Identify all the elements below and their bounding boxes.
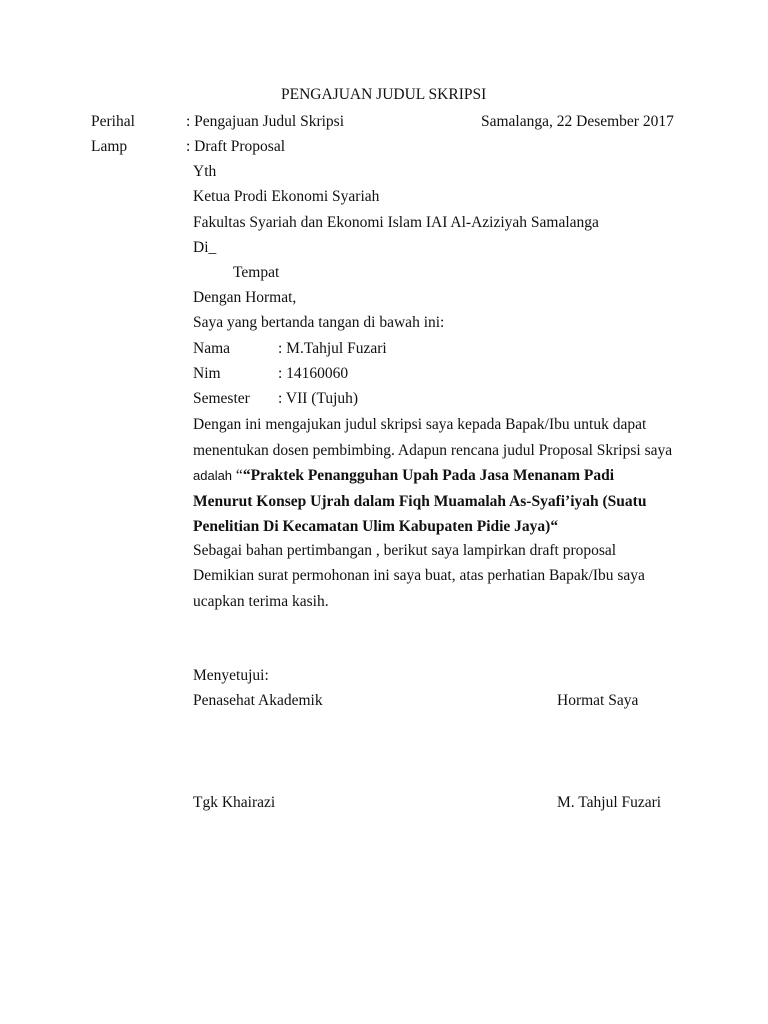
open-quote: “ bbox=[235, 467, 243, 484]
identity-value: : VII (Tujuh) bbox=[278, 390, 359, 407]
identity-label: Semester bbox=[193, 390, 250, 407]
body-line bbox=[193, 463, 674, 489]
attachment-note: Sebagai bahan pertimbangan , berikut saya lampirkan draft proposal bbox=[193, 542, 617, 559]
thesis-title-line: “Praktek Penangguhan Upah Pada Jasa Menanam Padi bbox=[242, 467, 615, 484]
body-line: Dengan ini mengajukan judul skripsi saya kepada Bapak/Ibu untuk dapat bbox=[193, 416, 647, 433]
closing-line: Demikian surat permohonan ini saya buat, atas perhatian Bapak/Ibu saya bbox=[193, 567, 645, 584]
letter-title: PENGAJUAN JUDUL SKRIPSI bbox=[281, 86, 487, 103]
identity-value: : M.Tahjul Fuzari bbox=[278, 340, 387, 357]
greeting: Dengan Hormat, bbox=[193, 289, 297, 306]
recipient-line-2: Fakultas Syariah dan Ekonomi Islam IAI Al-Aziziyah Samalanga bbox=[193, 214, 599, 231]
perihal-value: : Pengajuan Judul Skripsi bbox=[186, 113, 345, 130]
body-line: menentukan dosen pembimbing. Adapun rencana judul Proposal Skripsi saya bbox=[193, 441, 673, 459]
intro-text: Saya yang bertanda tangan di bawah ini: bbox=[193, 314, 445, 331]
sender-name: M. Tahjul Fuzari bbox=[557, 794, 662, 811]
closing-paragraph bbox=[193, 563, 674, 614]
closing-line: ucapkan terima kasih. bbox=[193, 592, 329, 610]
identity-label: Nim bbox=[193, 365, 221, 382]
identity-label: Nama bbox=[193, 340, 231, 357]
lamp-label: Lamp bbox=[91, 138, 128, 155]
advisor-role: Penasehat Akademik bbox=[193, 692, 323, 709]
identity-value: : 14160060 bbox=[278, 365, 349, 382]
place-date: Samalanga, 22 Desember 2017 bbox=[481, 113, 674, 130]
advisor-name: Tgk Khairazi bbox=[193, 794, 276, 811]
thesis-title-line: Menurut Konsep Ujrah dalam Fiqh Muamalah As-Syafi’iyah (Suatu bbox=[193, 492, 647, 510]
body-paragraph bbox=[193, 412, 674, 540]
approval-label: Menyetujui: bbox=[193, 667, 269, 684]
perihal-label: Perihal bbox=[91, 113, 135, 130]
recipient-tempat: Tempat bbox=[233, 264, 280, 281]
body-adalah: adalah bbox=[193, 468, 233, 483]
recipient-line-1: Ketua Prodi Ekonomi Syariah bbox=[193, 188, 380, 205]
sender-role: Hormat Saya bbox=[557, 692, 639, 709]
thesis-title-line: Penelitian Di Kecamatan Ulim Kabupaten Pidie Jaya)“ bbox=[193, 518, 559, 535]
lamp-value: : Draft Proposal bbox=[186, 138, 286, 155]
recipient-di: Di_ bbox=[193, 239, 217, 256]
recipient-yth: Yth bbox=[193, 163, 217, 180]
